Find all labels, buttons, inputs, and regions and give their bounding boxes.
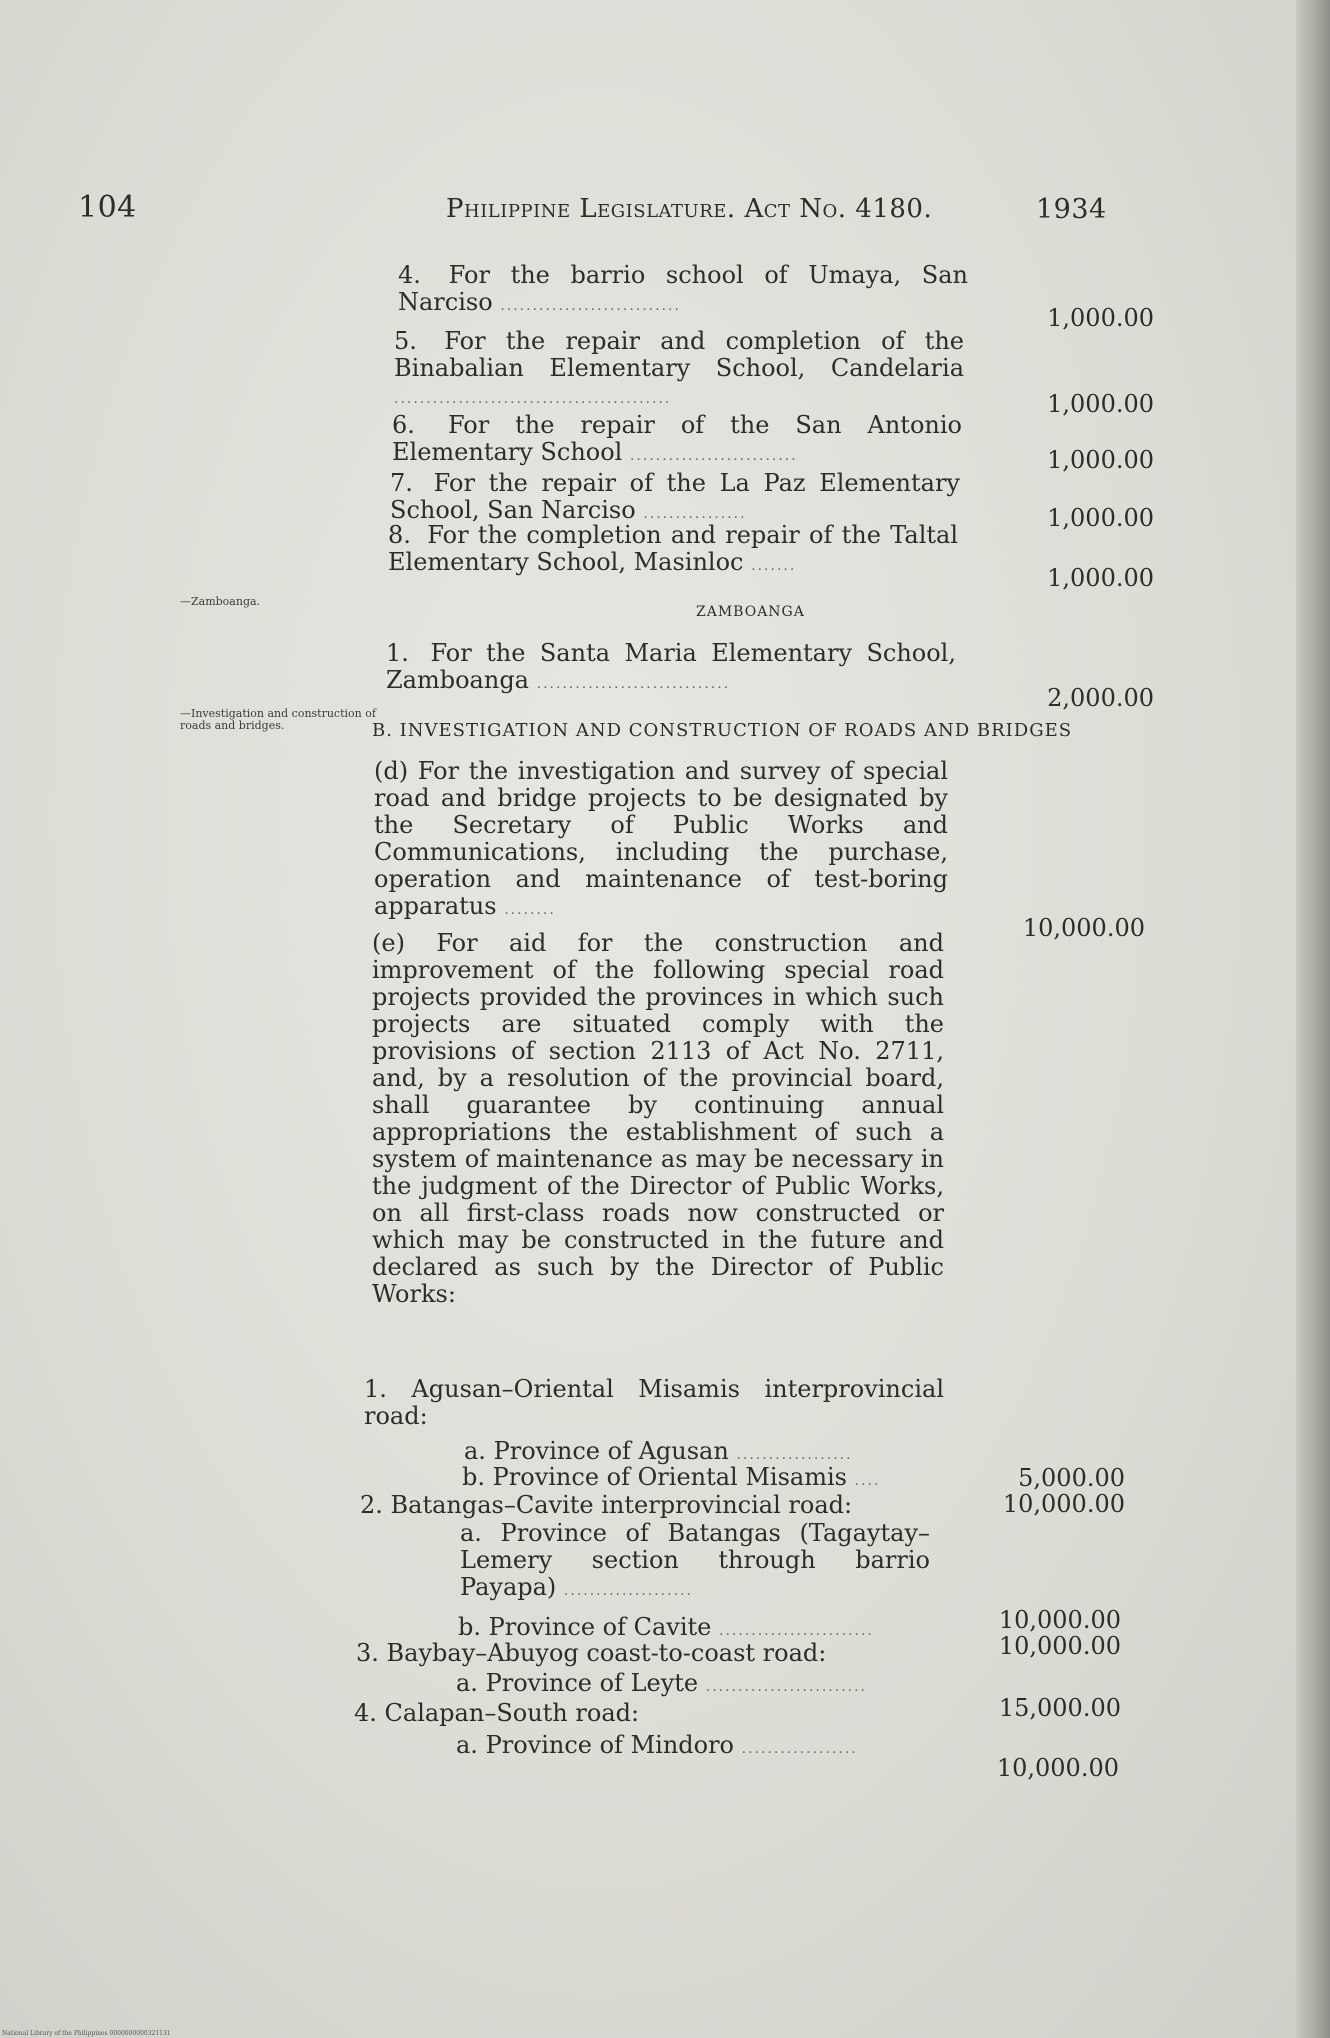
road-2a: a. Province of Batangas (Tagaytay–Lemery section through barrio Payapa) .................... <box>460 1519 930 1601</box>
road-2b-amount: 10,000.00 <box>998 1632 1121 1660</box>
item-6: 6. For the repair of the San Antonio Elementary School .......................... <box>392 411 962 466</box>
item-8-amount: 1,000.00 <box>1047 564 1154 592</box>
road-4a: a. Province of Mindoro .................. <box>456 1731 858 1759</box>
road-4: 4. Calapan–South road: <box>354 1699 640 1727</box>
item-7-amount: 1,000.00 <box>1047 504 1154 532</box>
section-b-heading: B. INVESTIGATION AND CONSTRUCTION OF ROADS AND BRIDGES <box>372 720 1073 741</box>
zamboanga-item-1-amount: 2,000.00 <box>1047 684 1154 712</box>
road-1b: b. Province of Oriental Misamis .... <box>462 1463 881 1491</box>
sidenote-roads-bridges: —Investigation and construction of roads and bridges. <box>180 707 376 732</box>
road-3a: a. Province of Leyte ......................... <box>456 1669 868 1697</box>
zamboanga-heading: ZAMBOANGA <box>696 604 805 620</box>
item-4-amount: 1,000.00 <box>1047 304 1154 332</box>
road-1a-amount: 5,000.00 <box>1018 1464 1125 1492</box>
item-6-amount: 1,000.00 <box>1047 446 1154 474</box>
road-2a-amount: 10,000.00 <box>998 1606 1121 1634</box>
item-5: 5. For the repair and completion of the Binabalian Elementary School, Candelaria ........................................... <box>394 327 964 407</box>
item-8: 8. For the completion and repair of the Taltal Elementary School, Masinloc ....... <box>388 521 958 576</box>
item-5-amount: 1,000.00 <box>1047 390 1154 418</box>
road-4a-amount: 10,000.00 <box>996 1754 1119 1782</box>
road-2: 2. Batangas–Cavite interprovincial road: <box>360 1491 853 1519</box>
page-number: 104 <box>78 190 137 225</box>
header-year: 1934 <box>1036 194 1107 225</box>
footer-credit: National Library of the Philippines 0000000000321131 <box>2 2030 171 2037</box>
road-1b-amount: 10,000.00 <box>1002 1490 1125 1518</box>
item-d: (d) For the investigation and survey of special road and bridge projects to be designated by the Secretary of Public Works and Communications, including the purchase, operation and maintenance of test-boring apparatus ........ <box>374 757 948 920</box>
item-7: 7. For the repair of the La Paz Elementary School, San Narciso ................ <box>390 469 960 524</box>
road-3a-amount: 15,000.00 <box>998 1694 1121 1722</box>
road-2b: b. Province of Cavite ........................ <box>458 1613 874 1641</box>
running-title: Philippine Legislature. Act No. 4180. <box>446 194 933 224</box>
road-1a: a. Province of Agusan .................. <box>464 1437 853 1465</box>
item-4: 4. For the barrio school of Umaya, San Narciso ............................ <box>398 261 968 316</box>
road-3: 3. Baybay–Abuyog coast-to-coast road: <box>356 1639 827 1667</box>
sidenote-zamboanga: —Zamboanga. <box>180 595 261 608</box>
zamboanga-item-1: 1. For the Santa Maria Elementary School, Zamboanga .............................. <box>386 639 956 694</box>
item-e: (e) For aid for the construction and improvement of the following special road projects provided the provinces in which such projects are situated comply with the provisions of section 2113 of Act No. 2711, and, by a resolution of the provincial board, shall guarantee by continuing annual appropriations the establishment of such a system of maintenance as may be necessary in the judgment of the Director of Public Works, on all first-class roads now constructed or which may be constructed in the future and declared as such by the Director of Public Works: <box>372 929 944 1308</box>
road-1: 1. Agusan–Oriental Misamis interprovincial road: <box>364 1375 944 1430</box>
item-d-amount: 10,000.00 <box>1022 914 1145 942</box>
